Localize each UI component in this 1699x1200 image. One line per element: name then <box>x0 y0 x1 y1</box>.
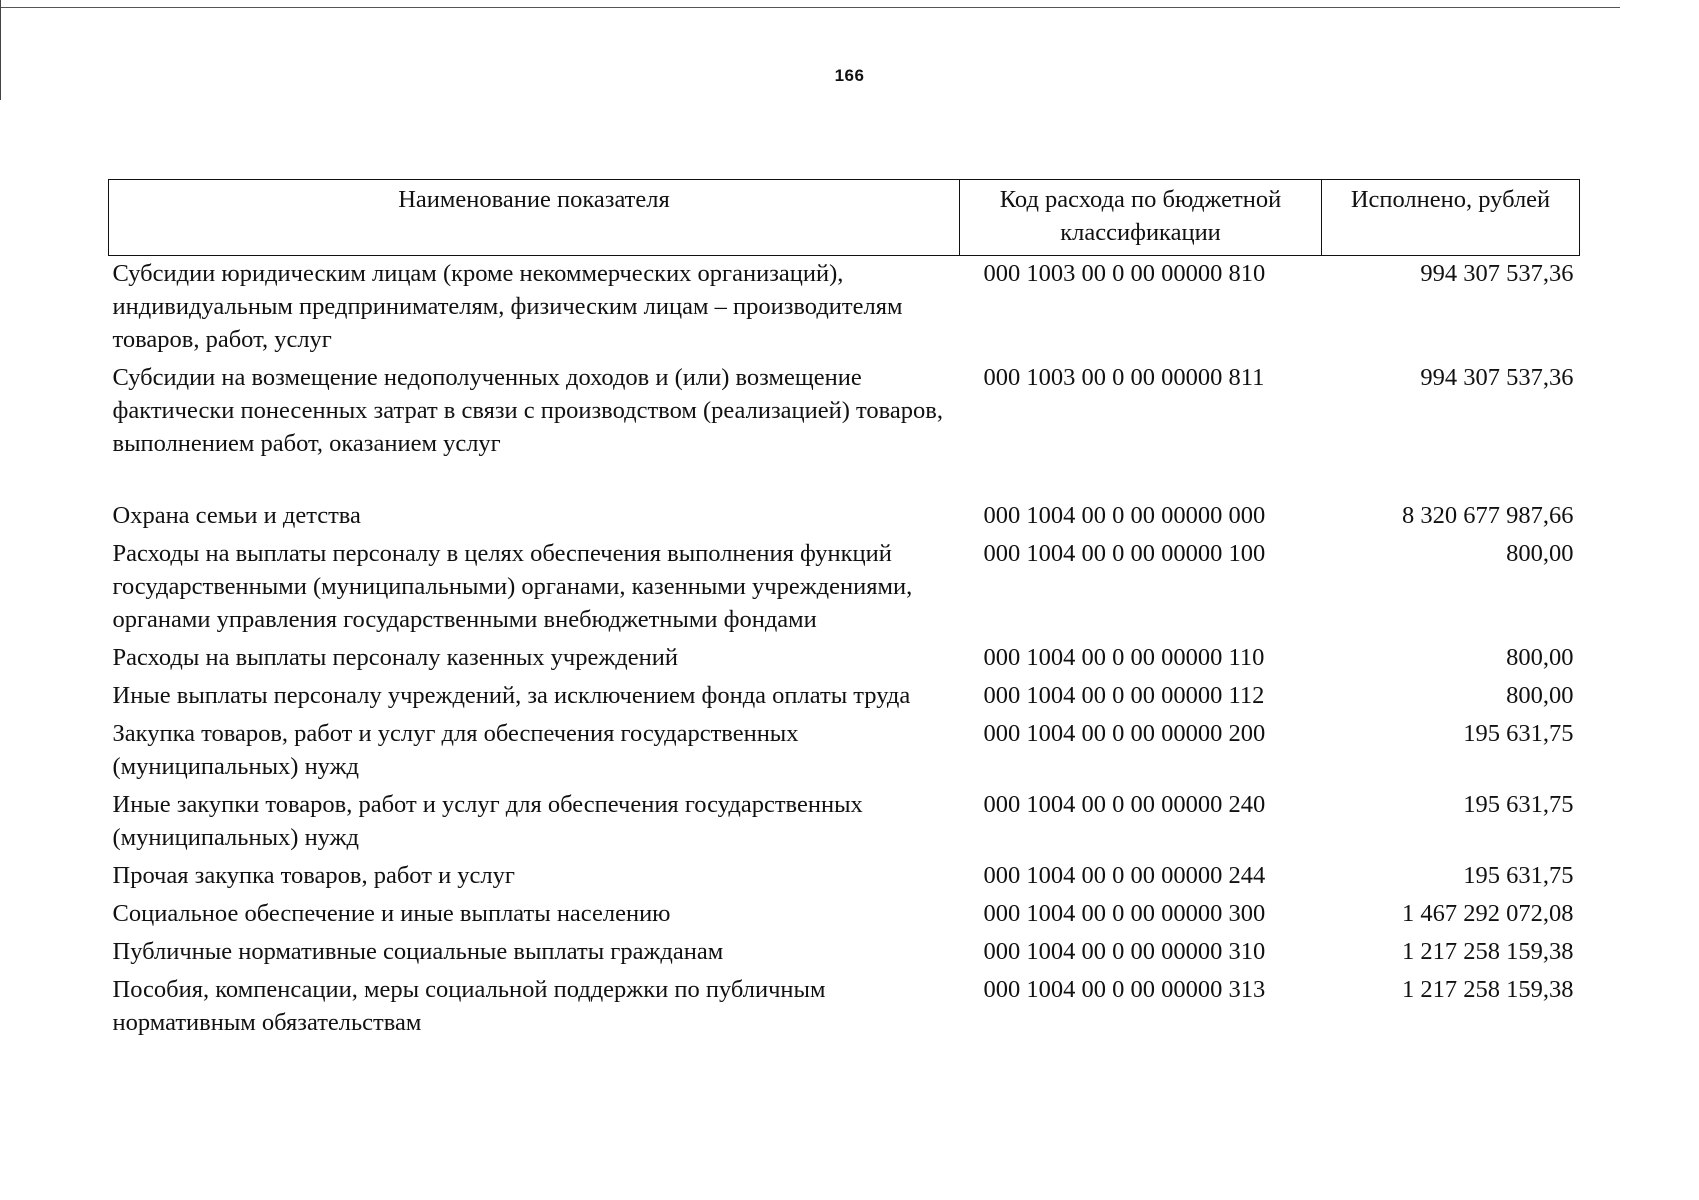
header-executed-amount: Исполнено, рублей <box>1322 180 1580 256</box>
table-body <box>109 256 1580 1044</box>
row-name: Субсидии на возмещение недополученных доходов и (или) возмещение фактически понесенных затрат в связи с производством (реализацией) товаров, выполнением работ, оказанием услуг <box>112 364 943 457</box>
table-row <box>109 678 1580 716</box>
row-name: Иные выплаты персоналу учреждений, за исключением фонда оплаты труда <box>112 682 911 709</box>
row-code: 000 1003 00 0 00 00000 810 <box>983 260 1266 287</box>
row-amount: 1 217 258 159,38 <box>1402 938 1574 965</box>
row-name: Иные закупки товаров, работ и услуг для обеспечения государственных (муниципальных) нужд <box>112 791 863 851</box>
table-row <box>109 640 1580 678</box>
row-code: 000 1004 00 0 00 00000 313 <box>983 976 1266 1003</box>
table-row <box>109 716 1580 787</box>
row-amount: 195 631,75 <box>1463 720 1574 747</box>
row-amount: 195 631,75 <box>1463 862 1574 889</box>
row-code: 000 1004 00 0 00 00000 110 <box>983 644 1265 671</box>
row-amount: 195 631,75 <box>1463 791 1574 818</box>
page-number: 166 <box>834 66 865 85</box>
table-row <box>109 536 1580 640</box>
row-name: Социальное обеспечение и иные выплаты населению <box>112 900 671 927</box>
table-row <box>109 787 1580 858</box>
table-header <box>109 180 1580 256</box>
row-code: 000 1004 00 0 00 00000 100 <box>983 540 1266 567</box>
row-name: Расходы на выплаты персоналу казенных учреждений <box>112 644 678 671</box>
row-amount: 1 217 258 159,38 <box>1402 976 1574 1003</box>
row-code: 000 1004 00 0 00 00000 300 <box>983 900 1266 927</box>
row-amount: 800,00 <box>1506 682 1574 709</box>
table-row <box>109 858 1580 896</box>
scan-edge-top <box>0 7 1620 8</box>
row-code: 000 1004 00 0 00 00000 000 <box>983 502 1266 529</box>
row-amount: 800,00 <box>1506 540 1574 567</box>
table-row <box>109 896 1580 934</box>
row-amount: 1 467 292 072,08 <box>1402 900 1574 927</box>
row-code: 000 1004 00 0 00 00000 112 <box>983 682 1265 709</box>
table-row <box>109 360 1580 498</box>
table-row <box>109 972 1580 1043</box>
table-row <box>109 934 1580 972</box>
row-name: Публичные нормативные социальные выплаты гражданам <box>112 938 724 965</box>
row-amount: 800,00 <box>1506 644 1574 671</box>
header-expense-code: Код расхода по бюджетной классификации <box>960 180 1322 256</box>
row-amount: 994 307 537,36 <box>1420 364 1574 391</box>
table-row <box>109 256 1580 361</box>
row-amount: 8 320 677 987,66 <box>1402 502 1574 529</box>
row-amount: 994 307 537,36 <box>1420 260 1574 287</box>
row-code: 000 1004 00 0 00 00000 240 <box>983 791 1266 818</box>
row-name: Закупка товаров, работ и услуг для обеспечения государственных (муниципальных) нужд <box>112 720 799 780</box>
row-name: Пособия, компенсации, меры социальной поддержки по публичным нормативным обязательствам <box>112 976 826 1036</box>
row-code: 000 1004 00 0 00 00000 200 <box>983 720 1266 747</box>
row-name: Расходы на выплаты персоналу в целях обеспечения выполнения функций государственными (муниципальными) органами, казенными учреждениями, органами управления государственными внебюджетными фондами <box>112 540 913 633</box>
row-name: Субсидии юридическим лицам (кроме некоммерческих организаций), индивидуальным предпринимателям, физическим лицам – производителям товаров, работ, услуг <box>112 260 903 353</box>
expenditure-table <box>108 179 1580 1043</box>
header-row <box>109 180 1580 256</box>
row-code: 000 1003 00 0 00 00000 811 <box>983 364 1265 391</box>
table-row <box>109 498 1580 536</box>
row-code: 000 1004 00 0 00 00000 310 <box>983 938 1266 965</box>
header-indicator-name: Наименование показателя <box>109 180 960 256</box>
row-name: Охрана семьи и детства <box>112 502 361 529</box>
row-code: 000 1004 00 0 00 00000 244 <box>983 862 1266 889</box>
row-name: Прочая закупка товаров, работ и услуг <box>112 862 515 889</box>
